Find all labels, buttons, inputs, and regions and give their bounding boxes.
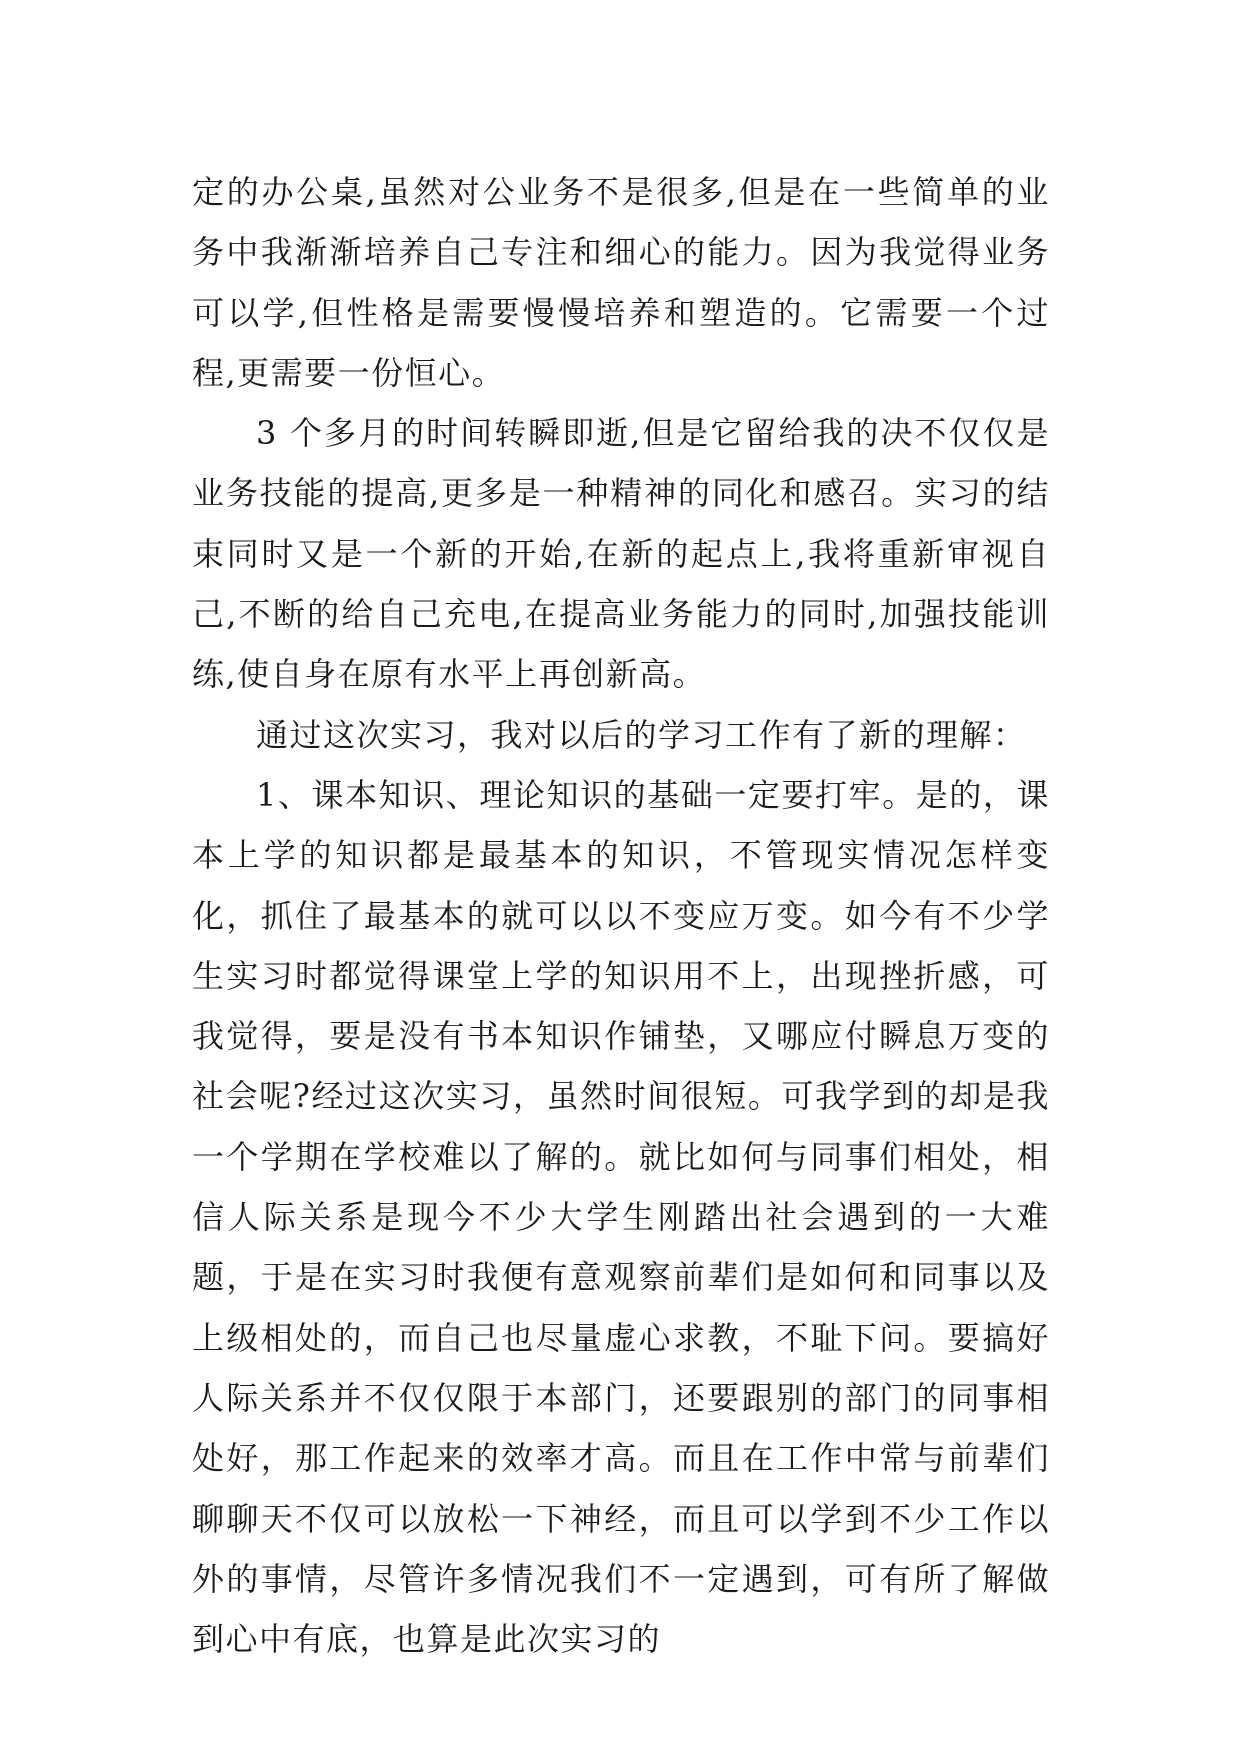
paragraph-4: 1、课本知识、理论知识的基础一定要打牢。是的，课本上学的知识都是最基本的知识，不管现实情况怎样变化，抓住了最基本的就可以以不变应万变。如今有不少学生实习时都觉得课堂上学的知识用不上，出现挫折感，可我觉得，要是没有书本知识作铺垫，又哪应付瞬息万变的社会呢?经过这次实习，虽然时间很短。可我学到的却是我一个学期在学校难以了解的。就比如何与同事们相处，相信人际关系是现今不少大学生刚踏出社会遇到的一大难题，于是在实习时我便有意观察前辈们是如何和同事以及上级相处的，而自己也尽量虚心求教，不耻下问。要搞好人际关系并不仅仅限于本部门，还要跟别的部门的同事相处好，那工作起来的效率才高。而且在工作中常与前辈们聊聊天不仅可以放松一下神经，而且可以学到不少工作以外的事情，尽管许多情况我们不一定遇到，可有所了解做到心中有底，也算是此次实习的 bbox=[192, 775, 1050, 1659]
document-body bbox=[192, 162, 1050, 1669]
paragraph-3: 通过这次实习，我对以后的学习工作有了新的理解： bbox=[256, 715, 1027, 754]
paragraph-2: 3 个多月的时间转瞬即逝,但是它留给我的决不仅仅是业务技能的提高,更多是一种精神的同化和感召。实习的结束同时又是一个新的开始,在新的起点上,我将重新审视自己,不断的给自己充电,在提高业务能力的同时,加强技能训练,使自身在原有水平上再创新高。 bbox=[192, 414, 1050, 694]
paragraph-1: 定的办公桌,虽然对公业务不是很多,但是在一些简单的业务中我渐渐培养自己专注和细心的能力。因为我觉得业务可以学,但性格是需要慢慢培养和塑造的。它需要一个过程,更需要一份恒心。 bbox=[192, 173, 1050, 392]
